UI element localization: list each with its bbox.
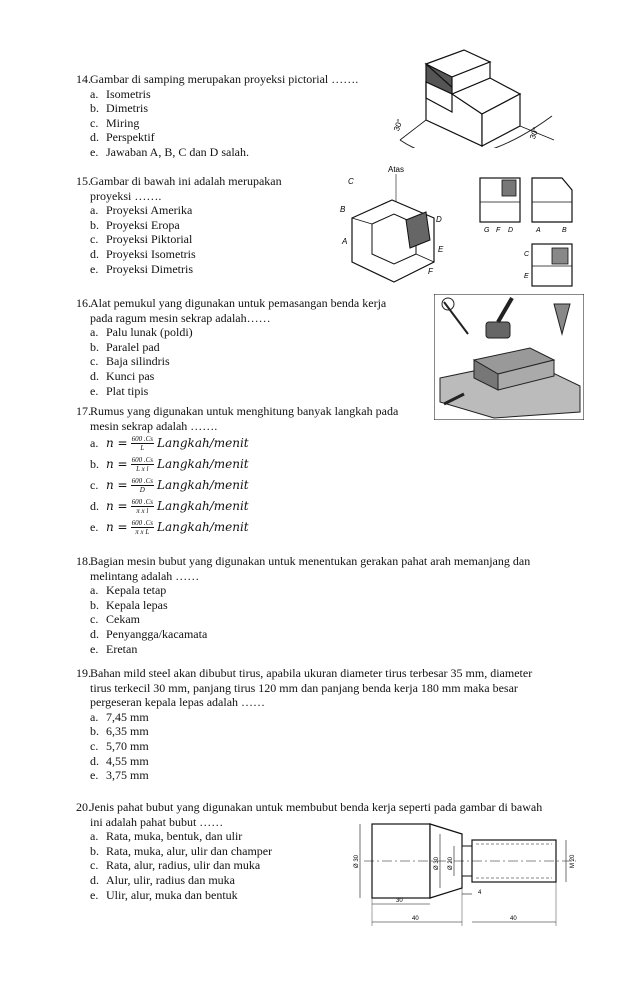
question-stem: Alat pemukul yang digunakan untuk pemasangan benda kerja	[90, 296, 387, 310]
option-text: Proyeksi Amerika	[106, 203, 193, 218]
fraction-denominator: L	[140, 444, 145, 453]
question-number: 16.	[76, 296, 91, 310]
label-letter: B	[562, 227, 567, 234]
option-letter: e.	[90, 768, 99, 783]
dimension-label: Ø 30	[354, 854, 360, 868]
question-number: 18.	[76, 554, 91, 568]
question-stem: Gambar di samping merupakan proyeksi pictorial …….	[90, 72, 359, 86]
question-stem: Bahan mild steel akan dibubut tirus, apabila ukuran diameter tirus terbesar 35 mm, diameter	[90, 666, 533, 680]
option-a[interactable]	[76, 87, 386, 102]
option-letter: c.	[90, 738, 99, 753]
option-letter: d.	[90, 753, 99, 768]
option-text: Penyangga/kacamata	[106, 626, 208, 641]
question-16	[76, 296, 432, 398]
option-text: Eretan	[106, 641, 138, 656]
option-text: 6,35 mm	[106, 724, 149, 739]
dimension-label: 40	[510, 916, 517, 922]
option-b[interactable]	[76, 101, 386, 116]
option-letter: e.	[90, 520, 99, 535]
option-b[interactable]	[76, 218, 316, 233]
label-letter: A	[342, 237, 348, 246]
option-d[interactable]	[76, 754, 576, 769]
option-letter: a.	[90, 436, 99, 451]
option-a[interactable]	[76, 583, 576, 598]
question-stem-cont: mesin sekrap adalah …….	[90, 418, 218, 433]
option-text: Proyeksi Isometris	[106, 246, 196, 261]
option-d[interactable]	[76, 369, 432, 384]
option-d[interactable]	[76, 247, 316, 262]
option-a[interactable]	[76, 203, 316, 218]
option-letter: a.	[90, 829, 99, 844]
option-letter: a.	[90, 86, 99, 101]
option-b[interactable]	[76, 340, 432, 355]
option-text: Jawaban A, B, C dan D salah.	[106, 144, 249, 159]
label-letter: A	[536, 227, 541, 234]
option-text: Kepala tetap	[106, 583, 167, 598]
option-letter: e.	[90, 641, 99, 656]
formula-unit: Langkah/menit	[157, 499, 249, 514]
dimension-label: M 20	[570, 854, 576, 868]
question-stem: Rumus yang digunakan untuk menghitung banyak langkah pada	[90, 404, 399, 418]
fraction-numerator: 600 .Cs	[131, 519, 154, 528]
label-letter: D	[508, 227, 514, 234]
question-number: 14.	[76, 72, 91, 86]
option-e[interactable]	[76, 262, 316, 277]
formula-lhs: n =	[106, 499, 128, 514]
formula-fraction	[131, 519, 154, 536]
angle-label-left: 30°	[392, 117, 405, 133]
option-text: Miring	[106, 115, 140, 130]
formula-unit: Langkah/menit	[157, 520, 249, 535]
option-text: Proyeksi Dimetris	[106, 261, 193, 276]
option-e[interactable]	[76, 768, 576, 783]
option-a[interactable]	[76, 433, 432, 454]
label-letter: C	[348, 177, 354, 186]
question-number: 17.	[76, 404, 91, 418]
label-letter: C	[524, 251, 530, 258]
option-letter: c.	[90, 232, 99, 247]
angle-label-right: 30°	[528, 125, 541, 141]
option-d[interactable]	[76, 627, 576, 642]
question-number: 15.	[76, 174, 91, 188]
option-letter: c.	[90, 858, 99, 873]
projection-figure	[330, 162, 580, 290]
option-letter: a.	[90, 709, 99, 724]
option-letter: b.	[90, 597, 99, 612]
formula-fraction	[131, 498, 154, 515]
option-letter: d.	[90, 872, 99, 887]
question-number: 20.	[76, 800, 91, 814]
option-text: Cekam	[106, 612, 140, 627]
option-letter: e.	[90, 383, 99, 398]
option-letter: a.	[90, 203, 99, 218]
option-c[interactable]	[76, 354, 432, 369]
label-letter: B	[340, 205, 346, 214]
dimension-label: 30	[396, 898, 403, 904]
option-letter: e.	[90, 887, 99, 902]
option-text: Kunci pas	[106, 368, 155, 383]
dimension-label: 40	[412, 916, 419, 922]
isometric-block-figure	[392, 42, 560, 148]
option-text: Paralel pad	[106, 339, 160, 354]
question-stem: Jenis pahat bubut yang digunakan untuk membubut benda kerja seperti pada gambar di bawah	[90, 800, 543, 814]
side-view	[532, 178, 572, 222]
label-letter: E	[524, 273, 529, 280]
hammer-head	[486, 322, 510, 338]
fraction-numerator: 600 .Cs	[131, 456, 154, 465]
option-letter: d.	[90, 499, 99, 514]
option-text: Palu lunak (poldi)	[106, 325, 193, 340]
formula-fraction	[131, 477, 154, 494]
option-text: Rata, muka, bentuk, dan ulir	[106, 829, 243, 844]
question-stem-cont: pada ragum mesin sekrap adalah……	[90, 310, 271, 325]
formula-unit: Langkah/menit	[157, 478, 249, 493]
option-e[interactable]	[76, 145, 386, 160]
label-letter: E	[438, 245, 444, 254]
option-letter: c.	[90, 612, 99, 627]
option-c[interactable]	[76, 739, 576, 754]
question-17	[76, 404, 432, 538]
option-letter: d.	[90, 246, 99, 261]
option-e[interactable]	[76, 517, 432, 538]
question-stem: Bagian mesin bubut yang digunakan untuk menentukan gerakan pahat arah memanjang dan	[90, 554, 531, 568]
option-text: Dimetris	[106, 101, 148, 116]
option-letter: e.	[90, 144, 99, 159]
formula-lhs: n =	[106, 478, 128, 493]
vise-hammer-figure	[434, 294, 584, 420]
option-text: 3,75 mm	[106, 768, 149, 783]
fraction-numerator: 600 .Cs	[131, 477, 154, 486]
option-letter: d.	[90, 626, 99, 641]
question-stem-cont: tirus terkecil 30 mm, panjang tirus 120 mm dan panjang benda kerja 180 mm maka besar	[90, 680, 518, 695]
option-letter: c.	[90, 115, 99, 130]
option-letter: b.	[90, 339, 99, 354]
option-b[interactable]	[76, 454, 432, 475]
question-stem-cont: ini adalah pahat bubut ……	[90, 814, 224, 829]
option-letter: b.	[90, 843, 99, 858]
option-letter: d.	[90, 368, 99, 383]
option-text: Alur, ulir, radius dan muka	[106, 872, 236, 887]
formula-lhs: n =	[106, 436, 128, 451]
option-c[interactable]	[76, 475, 432, 496]
fraction-denominator: π x L	[135, 528, 150, 537]
option-text: Proyeksi Eropa	[106, 217, 180, 232]
label-letter: G	[484, 227, 490, 234]
option-letter: e.	[90, 261, 99, 276]
option-letter: b.	[90, 457, 99, 472]
option-text: 7,45 mm	[106, 709, 149, 724]
option-text: Proyeksi Piktorial	[106, 232, 193, 247]
question-14	[76, 72, 386, 160]
option-letter: c.	[90, 354, 99, 369]
question-number: 19.	[76, 666, 91, 680]
question-18	[76, 554, 576, 656]
question-stem-cont: melintang adalah ……	[90, 568, 200, 583]
option-text: Plat tipis	[106, 383, 149, 398]
option-letter: a.	[90, 583, 99, 598]
dimension-label: Ø 20	[448, 856, 454, 870]
option-b[interactable]	[76, 598, 576, 613]
formula-fraction	[131, 435, 154, 452]
option-c[interactable]	[76, 116, 386, 131]
option-c[interactable]	[76, 612, 576, 627]
option-e[interactable]	[76, 642, 576, 657]
dimension-label: Ø 30	[434, 856, 440, 870]
option-text: Baja silindris	[106, 354, 170, 369]
option-b[interactable]	[76, 724, 576, 739]
question-stem-cont: proyeksi …….	[90, 188, 162, 203]
option-text: Ulir, alur, muka dan bentuk	[106, 887, 238, 902]
option-text: 4,55 mm	[106, 753, 149, 768]
option-text: Kepala lepas	[106, 597, 168, 612]
option-text: 5,70 mm	[106, 738, 149, 753]
option-text: Rata, muka, alur, ulir dan champer	[106, 843, 273, 858]
formula-lhs: n =	[106, 520, 128, 535]
option-e[interactable]	[76, 384, 432, 399]
option-letter: b.	[90, 724, 99, 739]
question-stem: Gambar di bawah ini adalah merupakan	[90, 174, 282, 188]
fraction-denominator: L x l	[136, 465, 149, 474]
formula-fraction	[131, 456, 154, 473]
fraction-denominator: π x l	[136, 507, 149, 516]
option-d[interactable]	[76, 496, 432, 517]
label-letter: F	[496, 227, 501, 234]
option-a[interactable]	[76, 325, 432, 340]
option-text: Isometris	[106, 86, 151, 101]
label-letter: F	[428, 267, 433, 276]
question-stem-cont: pergeseran kepala lepas adalah ……	[90, 695, 266, 710]
question-15	[76, 174, 316, 276]
formula-lhs: n =	[106, 457, 128, 472]
option-a[interactable]	[76, 710, 576, 725]
option-text: Rata, alur, radius, ulir dan muka	[106, 858, 261, 873]
formula-unit: Langkah/menit	[157, 457, 249, 472]
option-letter: b.	[90, 101, 99, 116]
question-19	[76, 666, 576, 783]
fraction-denominator: D	[139, 486, 145, 495]
label-atas: Atas	[388, 165, 405, 174]
fraction-numerator: 600 .Cs	[131, 435, 154, 444]
dimension-label: 4	[478, 890, 482, 896]
option-letter: d.	[90, 130, 99, 145]
formula-unit: Langkah/menit	[157, 436, 249, 451]
label-letter: D	[436, 215, 442, 224]
shaft-drawing-figure	[336, 818, 584, 932]
option-d[interactable]	[76, 130, 386, 145]
option-letter: b.	[90, 217, 99, 232]
option-c[interactable]	[76, 232, 316, 247]
option-letter: c.	[90, 478, 99, 493]
option-letter: a.	[90, 325, 99, 340]
fraction-numerator: 600 .Cs	[131, 498, 154, 507]
option-text: Perspektif	[106, 130, 155, 145]
